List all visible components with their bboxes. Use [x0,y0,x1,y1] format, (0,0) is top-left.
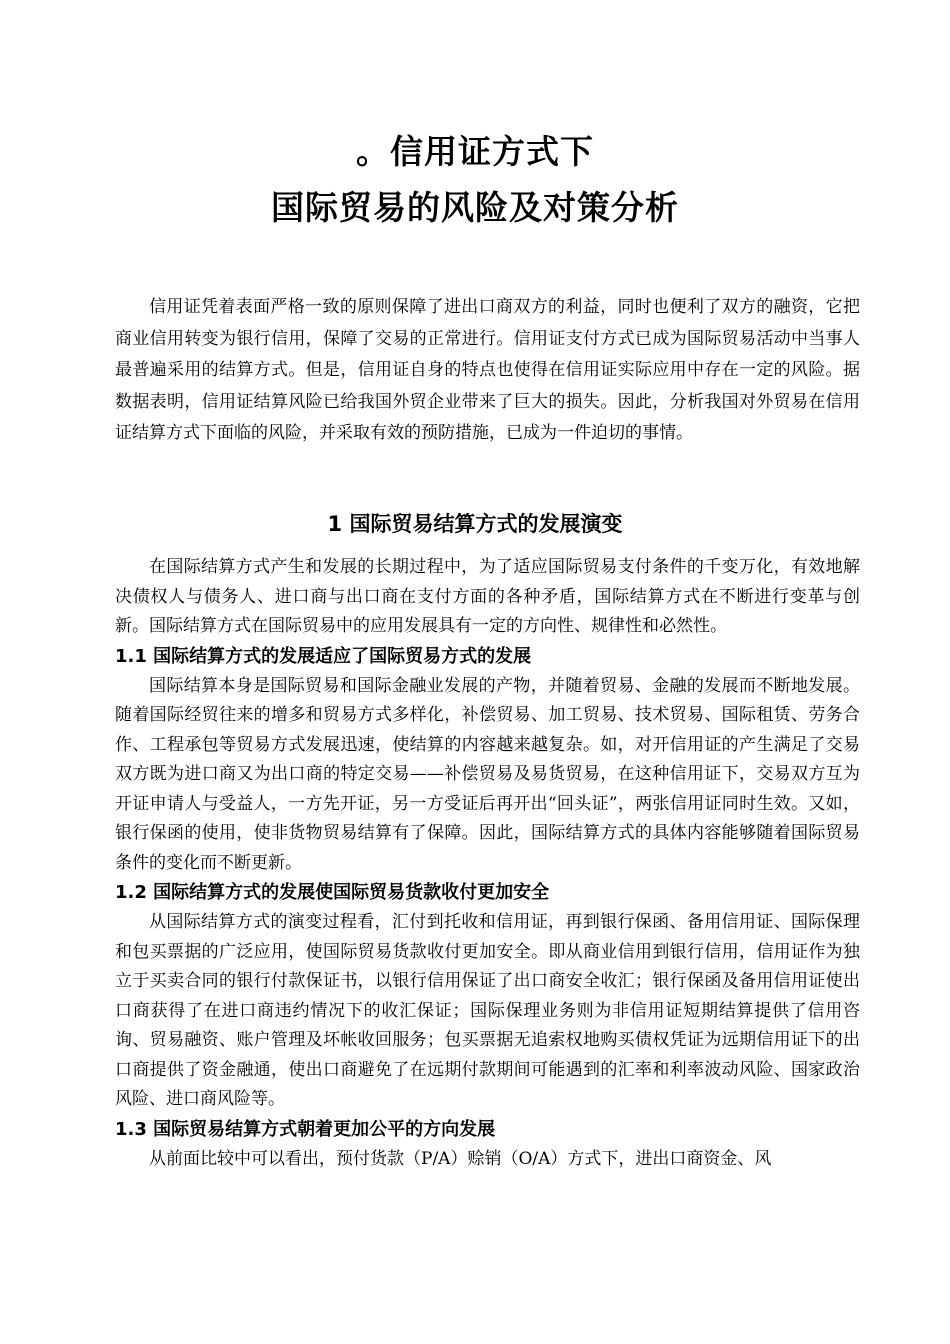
title-line-1: 。信用证方式下 [356,132,594,171]
abstract-paragraph: 信用证凭着表面严格一致的原则保障了进出口商双方的利益，同时也便利了双方的融资，它把商业信用转变为银行信用，保障了交易的正常进行。信用证支付方式已成为国际贸易活动中当事人最普遍采用的结算方式。但是，信用证自身的特点也使得在信用证实际应用中存在一定的风险。据数据表明，信用证结算风险已给我国外贸企业带来了巨大的损失。因此，分析我国对外贸易在信用证结算方式下面临的风险，并采取有效的预防措施，已成为一件迫切的事情。 [115,297,860,443]
title-line-2: 国际贸易的风险及对策分析 [271,188,679,227]
section-1-heading: 1 国际贸易结算方式的发展演变 [327,512,623,536]
subsection-1-3-heading: 1.3 国际贸易结算方式朝着更加公平的方向发展 [115,1118,496,1140]
subsection-1-1-body: 国际结算本身是国际贸易和国际金融业发展的产物，并随着贸易、金融的发展而不断地发展。随着国际经贸往来的增多和贸易方式多样化，补偿贸易、加工贸易、技术贸易、国际租赁、劳务合作、工程承包等贸易方式发展迅速，使结算的内容越来越复杂。如，对开信用证的产生满足了交易双方既为进口商又为出口商的特定交易——补偿贸易及易货贸易，在这种信用证下，交易双方互为开证申请人与受益人，一方先开证，另一方受证后再开出“回头证”，两张信用证同时生效。又如，银行保函的使用，使非货物贸易结算有了保障。因此，国际结算方式的具体内容能够随着国际贸易条件的变化而不断更新。 [115,675,860,873]
subsection-1-2-body: 从国际结算方式的演变过程看，汇付到托收和信用证，再到银行保函、备用信用证、国际保理和包买票据的广泛应用，使国际贸易货款收付更加安全。即从商业信用到银行信用，信用证作为独立于买卖合同的银行付款保证书，以银行信用保证了出口商安全收汇；银行保函及备用信用证使出口商获得了在进口商违约情况下的收汇保证；国际保理业务则为非信用证短期结算提供了信用咨询、贸易融资、账户管理及坏帐收回服务；包买票据无追索权地购买债权凭证为远期信用证下的出口商提供了资金融通，使出口商避免了在远期付款期间可能遇到的汇率和利率波动风险、国家政治风险、进口商风险等。 [115,912,860,1109]
subsection-1-2-heading: 1.2 国际结算方式的发展使国际贸易货款收付更加安全 [115,882,550,903]
section-1-intro: 在国际结算方式产生和发展的长期过程中，为了适应国际贸易支付条件的千变万化，有效地解决债权人与债务人、进口商与出口商在支付方面的各种矛盾，国际结算方式在不断进行变革与创新。国际结算方式在国际贸易中的应用发展具有一定的方向性、规律性和必然性。 [115,557,860,636]
subsection-1-1-heading: 1.1 国际结算方式的发展适应了国际贸易方式的发展 [115,645,532,667]
section-1-body [115,553,860,1174]
document-title [0,124,950,236]
subsection-1-3-body: 从前面比较中可以看出，预付货款（P/A）赊销（O/A）方式下，进出口商资金、风 [149,1148,772,1169]
